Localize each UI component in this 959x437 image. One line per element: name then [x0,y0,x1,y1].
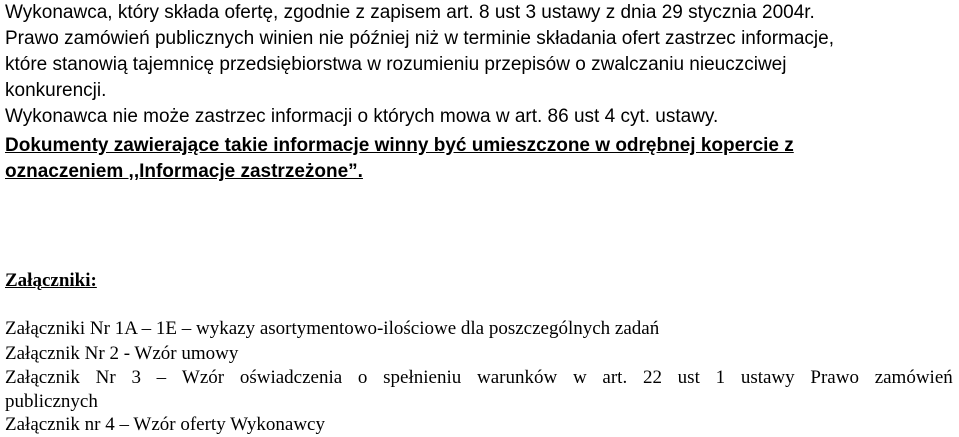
attachment-item-continuation: publicznych [5,391,98,412]
word: zamówień [874,367,953,388]
word: o [357,367,368,388]
notice-line: oznaczeniem ,,Informacje zastrzeżone”. [5,161,363,182]
paragraph-line: Wykonawca nie może zastrzec informacji o których mowa w art. 86 ust 4 cyt. ustawy. [5,106,719,127]
word: 1 [715,367,726,388]
notice-line: Dokumenty zawierające takie informacje winny być umieszczone w odrębnej kopercie z [5,135,794,156]
word: art. [602,367,628,388]
word: Wzór [181,367,225,388]
word: spełnieniu [383,367,462,388]
paragraph-line: Prawo zamówień publicznych winien nie później niż w terminie składania ofert zastrzec informacje, [5,28,834,49]
word: Prawo [810,367,859,388]
attachments-heading: Załączniki: [5,270,97,291]
paragraph-line: które stanowią tajemnicę przedsiębiorstwa w rozumieniu przepisów o zwalczaniu nieuczciwej [5,54,787,75]
paragraph-line: konkurencji. [5,80,107,101]
word: – [156,367,167,388]
word: warunków [477,367,558,388]
word: 3 [131,367,141,388]
word: Załącznik [5,367,80,388]
attachment-item: Załącznik Nr 2 - Wzór umowy [5,343,239,364]
paragraph-line: Wykonawca, który składa ofertę, zgodnie z zapisem art. 8 ust 3 ustawy z dnia 29 stycznia 2004r. [5,2,815,23]
attachment-item: Załączniki Nr 1A – 1E – wykazy asortymentowo-ilościowe dla poszczególnych zadań [5,318,660,339]
word: oświadczenia [239,367,343,388]
word: w [572,367,587,388]
attachment-item: Załącznik nr 4 – Wzór oferty Wykonawcy [5,414,325,435]
word: 22 [642,367,662,388]
attachment-item-justified [5,367,953,389]
word: ustawy [740,367,795,388]
word: Nr [95,367,116,388]
word: ust [677,367,700,388]
